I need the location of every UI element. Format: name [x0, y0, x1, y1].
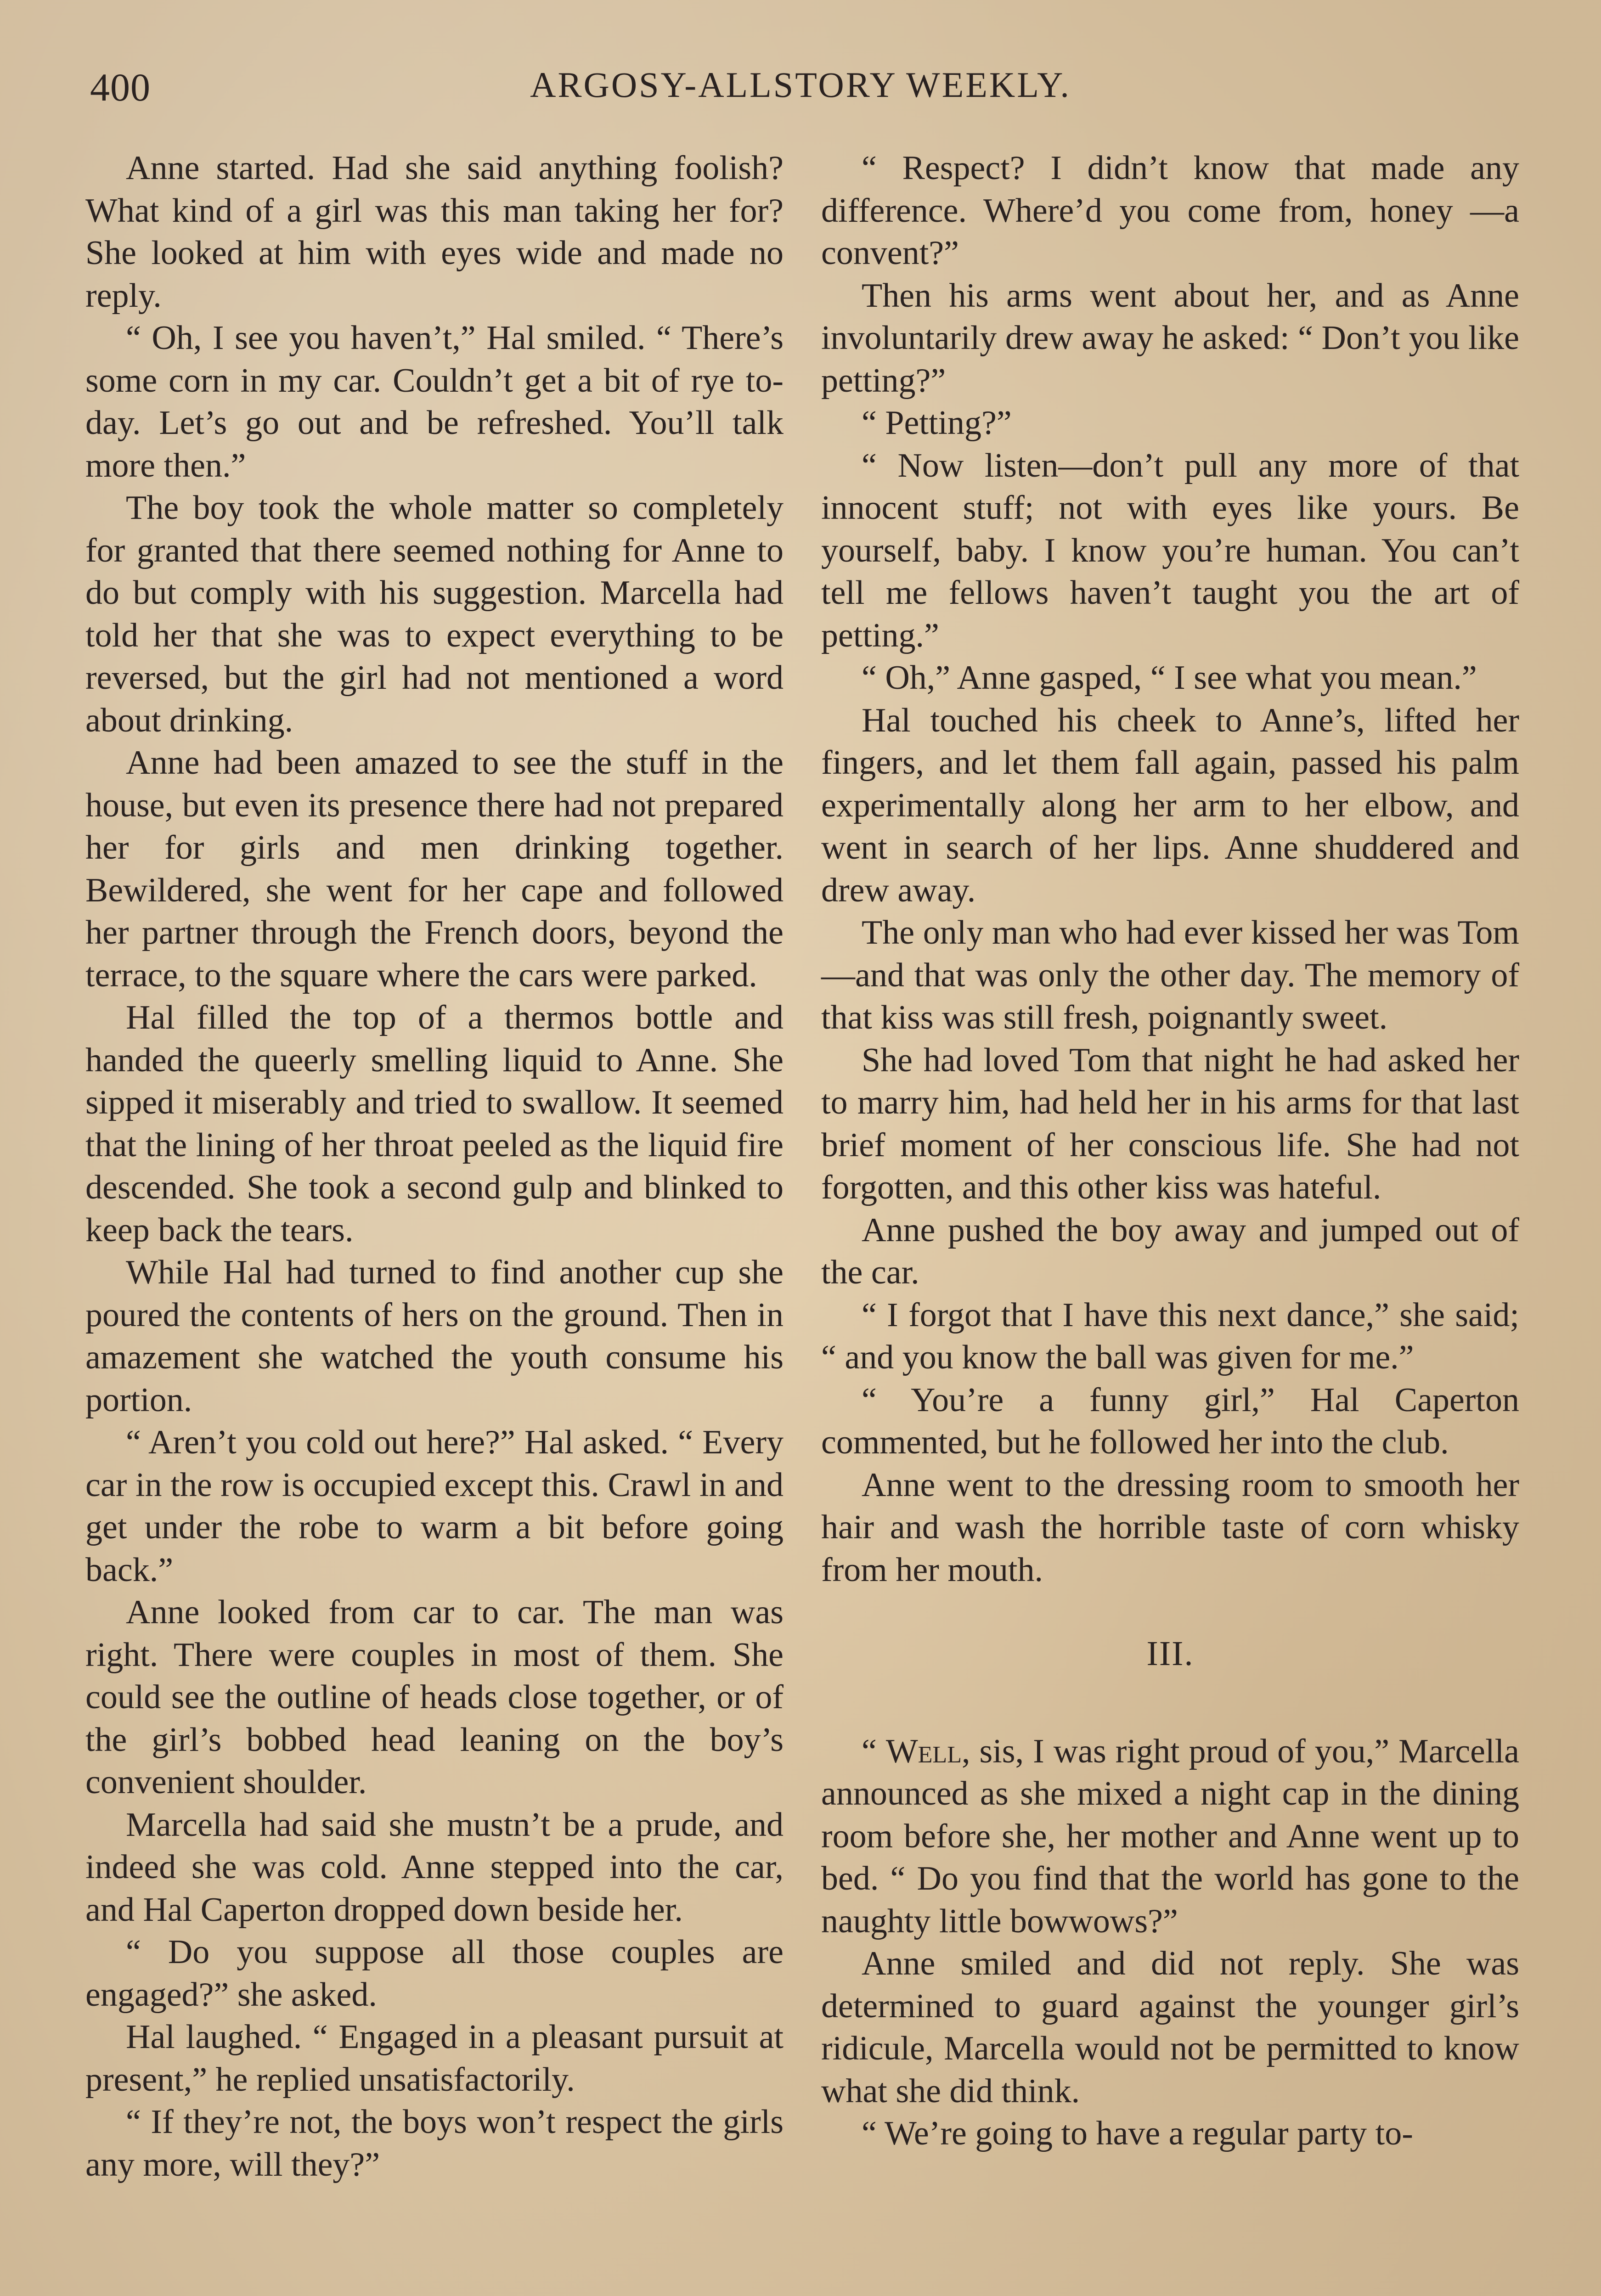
paragraph: Anne pushed the boy away and jumped out of the car.	[821, 1211, 1519, 1291]
paragraph: “ Oh, I see you haven’t,” Hal smiled. “ There’s some corn in my car. Couldn’t get a bit of rye to-day. Let’s go out and be refreshed. You’ll talk more then.”	[85, 319, 784, 484]
opening-quote: “	[862, 1732, 886, 1770]
paragraph: “ You’re a funny girl,” Hal Caperton commented, but he followed her into the club.	[821, 1381, 1519, 1461]
paragraph: “ I forgot that I have this next dance,” she said; “ and you know the ball was given for me.”	[821, 1296, 1519, 1376]
running-title: ARGOSY-ALLSTORY WEEKLY.	[530, 65, 1071, 105]
paragraph: Anne went to the dressing room to smooth her hair and wash the horrible taste of corn whisky from her mouth.	[821, 1466, 1519, 1589]
small-caps-lead-word: Well	[885, 1732, 962, 1770]
paragraph: The only man who had ever kissed her was Tom—and that was only the other day. The memory of that kiss was still fresh, poignantly sweet.	[821, 914, 1519, 1036]
paragraph: She had loved Tom that night he had asked her to marry him, had held her in his arms for that last brief moment of her conscious life. She had not forgotten, and this other kiss was hateful.	[821, 1041, 1519, 1206]
right-column	[821, 147, 1519, 2155]
section-first-paragraph	[821, 1730, 1519, 1943]
page-header	[90, 64, 1511, 115]
paragraph: Marcella had said she mustn’t be a prude, and indeed she was cold. Anne stepped into the car, and Hal Caperton dropped down beside her.	[85, 1806, 784, 1929]
paragraph: “ If they’re not, the boys won’t respect the girls any more, will they?”	[85, 2103, 784, 2183]
paragraph: While Hal had turned to find another cup she poured the contents of hers on the ground. Then in amazement she watched the youth consume his portion.	[85, 1254, 784, 1419]
paragraph: “ Respect? I didn’t know that made any difference. Where’d you come from, honey —a convent?”	[821, 149, 1519, 272]
paragraph: “ Aren’t you cold out here?” Hal asked. “ Every car in the row is occupied except this. Crawl in and get under the robe to warm a bit before going back.”	[85, 1424, 784, 1589]
paragraph: “ Now listen—don’t pull any more of that innocent stuff; not with eyes like yours. Be yourself, baby. I know you’re human. You can’t tell me fellows haven’t taught you the art of petting.”	[821, 446, 1519, 654]
paragraph: Anne smiled and did not reply. She was determined to guard against the younger girl’s ridicule, Marcella would not be permitted to know what she did think.	[821, 1945, 1519, 2110]
section-heading: III.	[1146, 1634, 1194, 1673]
paragraph: Hal filled the top of a thermos bottle and handed the queerly smelling liquid to Anne. She sipped it miserably and tried to swallow. It seemed that the lining of her throat peeled as the liquid fire descended. She took a second gulp and blinked to keep back the tears.	[85, 999, 784, 1249]
paragraph: Anne looked from car to car. The man was right. There were couples in most of them. She could see the outline of heads close together, or of the girl’s bobbed head leaning on the boy’s convenient shoulder.	[85, 1593, 784, 1801]
page-number: 400	[90, 65, 151, 109]
paragraph: Hal touched his cheek to Anne’s, lifted her fingers, and let them fall again, passed his palm experimentally along her arm to her elbow, and went in search of her lips. Anne shuddered and drew away.	[821, 701, 1519, 909]
left-column	[85, 147, 784, 2186]
paragraph: “ Oh,” Anne gasped, “ I see what you mean.”	[862, 659, 1477, 697]
paragraph: Hal laughed. “ Engaged in a pleasant pursuit at present,” he replied unsatisfactorily.	[85, 2018, 784, 2099]
paragraph-text: , sis, I was right proud of you,” Marcella announced as she mixed a night cap in the dining room before she, her mother and Anne went up to bed. “ Do you find that the world has gone to the naughty little bowwows?”	[821, 1732, 1519, 1940]
paragraph: Anne started. Had she said anything foolish? What kind of a girl was this man taking her for? She looked at him with eyes wide and made no reply.	[85, 149, 784, 315]
paragraph: “ Petting?”	[862, 404, 1012, 442]
paragraph: The boy took the whole matter so completely for granted that there seemed nothing for Anne to do but comply with his suggestion. Marcella had told her that she was to expect everything to be reversed, but the girl had not mentioned a word about drinking.	[85, 489, 784, 739]
paragraph: Then his arms went about her, and as Anne involuntarily drew away he asked: “ Don’t you like petting?”	[821, 276, 1519, 400]
paragraph: Anne had been amazed to see the stuff in the house, but even its presence there had not prepared her for girls and men drinking together. Bewildered, she went for her cape and followed her partner through the French doors, beyond the terrace, to the square where the cars were parked.	[85, 744, 784, 994]
paragraph: “ Do you suppose all those couples are engaged?” she asked.	[85, 1933, 784, 2014]
paragraph: “ We’re going to have a regular party to-	[862, 2115, 1413, 2152]
